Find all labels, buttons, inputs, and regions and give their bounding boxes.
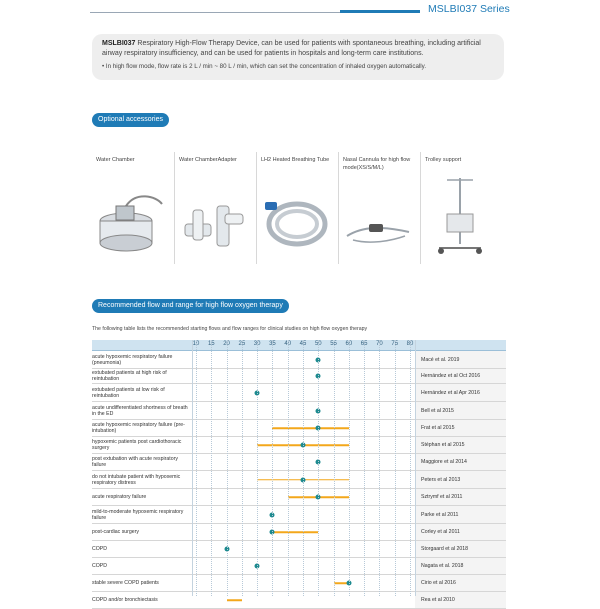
row-condition-label: extubated patients at high risk of reintubation bbox=[92, 370, 167, 382]
flow-row bbox=[92, 369, 506, 384]
bullet-text: In high flow mode, flow rate is 2 L / min ~ 80 L / min, which can set the concentration of inhaled oxygen automatically. bbox=[105, 63, 427, 70]
axis-tick-label: 75 bbox=[391, 341, 399, 347]
flow-row bbox=[92, 384, 506, 402]
row-condition-label: post extubation with acute respiratory failure bbox=[92, 456, 178, 468]
axis-tick-label: 80 bbox=[406, 341, 414, 347]
gridline bbox=[379, 340, 380, 596]
row-condition-label: acute undifferentiated shortness of breath in the ED bbox=[92, 404, 188, 417]
row-reference: Cirio et al 2016 bbox=[421, 580, 456, 586]
row-reference: Frat et al 2015 bbox=[421, 425, 455, 431]
accessory-tube bbox=[256, 152, 338, 264]
flow-row bbox=[92, 541, 506, 558]
row-condition-label: COPD bbox=[92, 563, 107, 569]
axis-tick-label: 15 bbox=[207, 341, 215, 347]
gridline bbox=[395, 340, 396, 596]
row-reference: Storgaard et al 2018 bbox=[421, 546, 469, 552]
row-condition-label: post-cardiac surgery bbox=[92, 529, 139, 535]
flow-row bbox=[92, 437, 506, 454]
accessories-heading: Optional accessories bbox=[92, 113, 169, 127]
water-chamber-icon bbox=[96, 176, 166, 256]
flow-row bbox=[92, 351, 506, 369]
axis-tick-label: 40 bbox=[284, 341, 292, 347]
gridline bbox=[272, 340, 273, 596]
flow-row bbox=[92, 506, 506, 524]
flow-row bbox=[92, 489, 506, 506]
accessory-label: Water ChamberAdapter bbox=[179, 157, 237, 163]
row-reference: Rea et al 2010 bbox=[421, 597, 455, 603]
adapter-icon bbox=[179, 186, 249, 256]
description-box bbox=[92, 34, 504, 80]
flow-section-heading: Recommended flow and range for high flow oxygen therapy bbox=[92, 299, 289, 313]
gridline bbox=[227, 340, 228, 596]
axis-tick-label: 10 bbox=[192, 341, 200, 347]
axis-tick-label: 45 bbox=[299, 341, 307, 347]
description-bullet: • In high flow mode, flow rate is 2 L / min ~ 80 L / min, which can set the concentration of inhaled oxygen automatically. bbox=[102, 63, 427, 70]
flow-axis-header bbox=[92, 340, 506, 351]
gridline bbox=[211, 340, 212, 596]
row-condition-label: acute hypoxemic respiratory failure (pneumonia) bbox=[92, 353, 173, 366]
row-reference: Macé et al. 2019 bbox=[421, 356, 460, 363]
gridline bbox=[257, 340, 258, 596]
gridline bbox=[242, 340, 243, 596]
row-condition-label: COPD bbox=[92, 546, 107, 552]
accessory-water-chamber bbox=[92, 152, 174, 264]
axis-tick-label: 65 bbox=[360, 341, 368, 347]
axis-tick-label: 35 bbox=[269, 341, 276, 347]
accessory-trolley bbox=[420, 152, 502, 264]
axis-tick-label: 70 bbox=[376, 341, 383, 347]
accessories-row bbox=[92, 152, 506, 264]
cannula-icon bbox=[343, 196, 413, 256]
axis-tick-label: 25 bbox=[238, 341, 246, 347]
flow-range-bar bbox=[272, 427, 348, 429]
row-condition-label: acute hypoxemic respiratory failure (pre-intubation) bbox=[92, 422, 185, 434]
accessory-label: LH2 Heated Breathing Tube bbox=[261, 157, 330, 163]
gridline bbox=[334, 340, 335, 596]
flow-row bbox=[92, 420, 506, 437]
row-reference: Parke et al 2011 bbox=[421, 511, 459, 518]
row-reference: Corley et al 2011 bbox=[421, 529, 460, 535]
axis-tick-label: 30 bbox=[253, 341, 261, 347]
model-name: MSLBI037 bbox=[102, 40, 136, 47]
row-reference: Bell et al 2015 bbox=[421, 407, 454, 414]
row-reference: Hernández et al Oct 2016 bbox=[421, 373, 481, 379]
row-reference: Sztrymf et al 2011 bbox=[421, 494, 463, 500]
flow-row bbox=[92, 575, 506, 592]
gridline bbox=[288, 340, 289, 596]
tube-icon bbox=[261, 186, 331, 256]
flow-row bbox=[92, 592, 506, 609]
row-condition-label: extubated patients at low risk of reintubation bbox=[92, 386, 165, 399]
row-reference: Nagata et al. 2018 bbox=[421, 563, 464, 569]
flow-row bbox=[92, 558, 506, 575]
row-condition-label: do not intubate patient with hypoxemic respiratory distress bbox=[92, 473, 181, 486]
flow-rows bbox=[92, 351, 506, 609]
row-condition-label: stable severe COPD patients bbox=[92, 580, 159, 586]
row-condition-label: mild-to-moderate hypoxemic respiratory failure bbox=[92, 508, 184, 521]
row-reference: Hernández et al Apr 2016 bbox=[421, 389, 480, 396]
axis-tick-label: 60 bbox=[345, 341, 353, 347]
header-accent-bar bbox=[340, 10, 420, 13]
row-condition-label: hypoxemic patients post cardiothoracic surgery bbox=[92, 439, 182, 451]
flow-table bbox=[92, 340, 506, 609]
column-separator bbox=[192, 340, 193, 596]
accessory-label: Nasal Cannula for high flow mode(XS/S/M/L) bbox=[343, 157, 411, 171]
row-condition-label: acute respiratory failure bbox=[92, 494, 147, 500]
flow-row bbox=[92, 471, 506, 489]
axis-tick-label: 55 bbox=[330, 341, 337, 347]
gridline bbox=[318, 340, 319, 596]
column-separator bbox=[415, 340, 416, 596]
flow-range-bar bbox=[227, 599, 242, 601]
flow-row bbox=[92, 454, 506, 471]
accessory-label: Water Chamber bbox=[96, 157, 135, 163]
row-condition-label: COPD and/or bronchiectasis bbox=[92, 597, 158, 603]
row-reference: Maggiore et al 2014 bbox=[421, 459, 467, 465]
axis-tick-label: 50 bbox=[314, 341, 322, 347]
series-title: MSLBI037 Series bbox=[428, 3, 510, 15]
flow-range-bar bbox=[272, 531, 318, 533]
accessory-cannula bbox=[338, 152, 420, 264]
row-reference: Stéphan et al 2015 bbox=[421, 442, 465, 448]
accessory-adapter bbox=[174, 152, 256, 264]
gridline bbox=[196, 340, 197, 596]
row-reference: Peters et al 2013 bbox=[421, 476, 461, 483]
trolley-icon bbox=[425, 174, 495, 256]
gridline bbox=[349, 340, 350, 596]
gridline bbox=[410, 340, 411, 596]
description-text bbox=[102, 39, 494, 59]
gridline bbox=[364, 340, 365, 596]
flow-row bbox=[92, 524, 506, 541]
accessory-label: Trolley support bbox=[425, 157, 462, 163]
description-body: Respiratory High-Flow Therapy Device, can be used for patients with spontaneous breathing, including artificial airway respiratory insufficiency, and can be used for patients in hospitals and long-term care institutions. bbox=[102, 40, 481, 57]
flow-row bbox=[92, 402, 506, 420]
flow-intro-text: The following table lists the recommended starting flows and flow ranges for clinical studies on high flow oxygen therapy bbox=[92, 326, 368, 332]
gridline bbox=[303, 340, 304, 596]
axis-tick-label: 20 bbox=[223, 341, 230, 347]
